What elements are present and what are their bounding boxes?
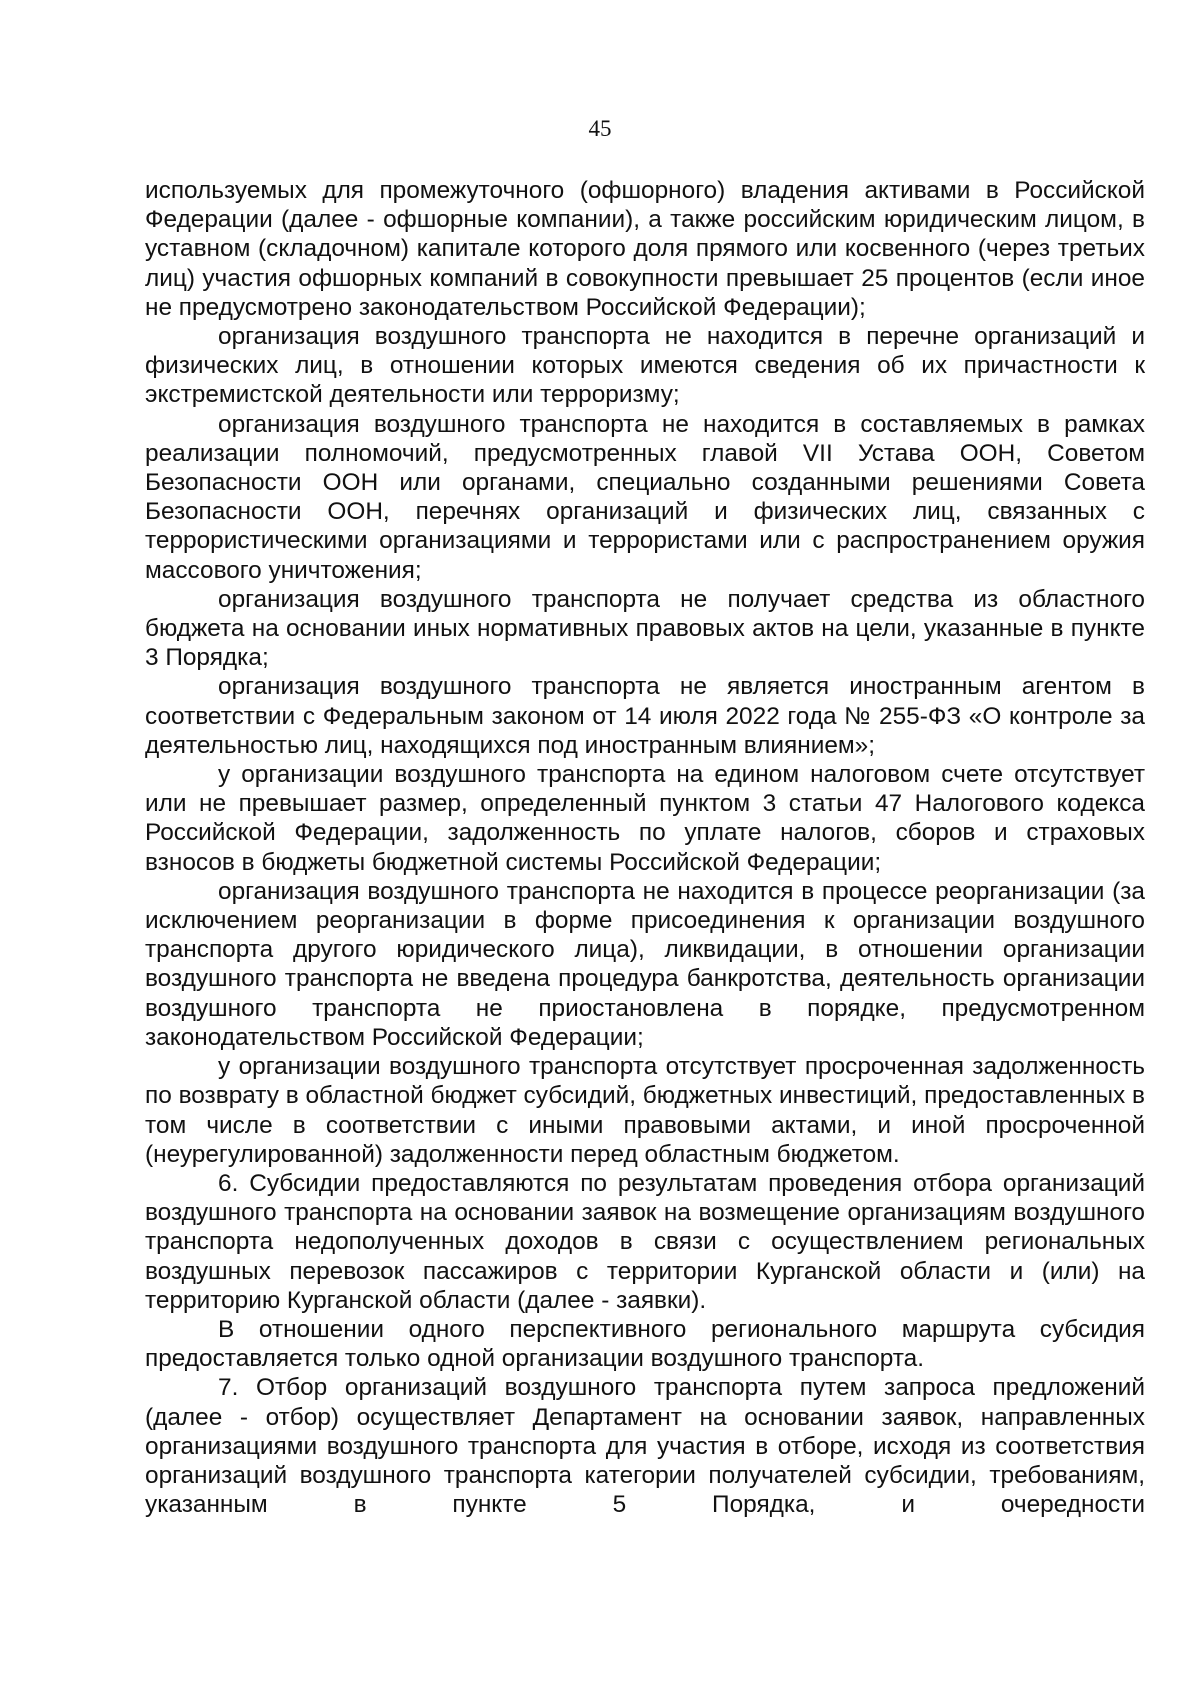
paragraph-no-other-funds: организация воздушного транспорта не получает средства из областного бюджета на основании иных нормативных правовых актов на цели, указанные в пункте 3 Порядка;	[145, 585, 1145, 672]
paragraph-un-sanctions: организация воздушного транспорта не находится в составляемых в рамках реализации полномочий, предусмотренных главой VII Устава ООН, Советом Безопасности ООН или органами, специально созданными решениями Совета Безопасности ООН, перечнях организаций и физических лиц, связанных с террористическими организациями и террористами или с распространением оружия массового уничтожения;	[145, 410, 1145, 584]
paragraph-overdue-debt: у организации воздушного транспорта отсутствует просроченная задолженность по возврату в областной бюджет субсидий, бюджетных инвестиций, предоставленных в том числе в соответствии с иными правовыми актами, и иной просроченной (неурегулированной) задолженности перед областным бюджетом.	[145, 1053, 1145, 1168]
paragraph-reorganization: организация воздушного транспорта не находится в процессе реорганизации (за исключением реорганизации в форме присоединения к организации воздушного транспорта другого юридического лица), ликвидации, в отношении организации воздушного транспорта не введена процедура банкротства, деятельность организации воздушного транспорта не приостановлена в порядке, предусмотренном законодательством Российской Федерации;	[145, 877, 1145, 1051]
page-number: 45	[588, 116, 612, 141]
document-body	[145, 176, 1145, 1519]
paragraph-item-6: 6. Субсидии предоставляются по результатам проведения отбора организаций воздушного транспорта на основании заявок на возмещение организациям воздушного транспорта недополученных доходов в связи с осуществлением региональных воздушных перевозок пассажиров с территории Курганской области и (или) на территорию Курганской области (далее - заявки).	[145, 1169, 1145, 1314]
paragraph-extremism-list: организация воздушного транспорта не находится в перечне организаций и физических лиц, в отношении которых имеются сведения об их причастности к экстремистской деятельности или терроризму;	[145, 323, 1145, 409]
paragraph-item-7: 7. Отбор организаций воздушного транспорта путем запроса предложений (далее - отбор) осуществляет Департамент на основании заявок, направленных организациями воздушного транспорта для участия в отборе, исходя из соответствия организаций воздушного транспорта категории получателей субсидии, требованиям, указанным в пункте 5 Порядка, и очередности	[145, 1374, 1145, 1519]
paragraph-foreign-agent: организация воздушного транспорта не является иностранным агентом в соответствии с Федеральным законом от 14 июля 2022 года № 255-ФЗ «О контроле за деятельностью лиц, находящихся под иностранным влиянием»;	[145, 673, 1145, 759]
paragraph-one-route: В отношении одного перспективного регионального маршрута субсидия предоставляется только одной организации воздушного транспорта.	[145, 1315, 1145, 1373]
paragraph-tax-debt: у организации воздушного транспорта на едином налоговом счете отсутствует или не превышает размер, определенный пунктом 3 статьи 47 Налогового кодекса Российской Федерации, задолженность по уплате налогов, сборов и страховых взносов в бюджеты бюджетной системы Российской Федерации;	[145, 761, 1145, 876]
paragraph-offshore-continuation: используемых для промежуточного (офшорного) владения активами в Российской Федерации (далее - офшорные компании), а также российским юридическим лицом, в уставном (складочном) капитале которого доля прямого или косвенного (через третьих лиц) участия офшорных компаний в совокупности превышает 25 процентов (если иное не предусмотрено законодательством Российской Федерации);	[145, 177, 1145, 321]
